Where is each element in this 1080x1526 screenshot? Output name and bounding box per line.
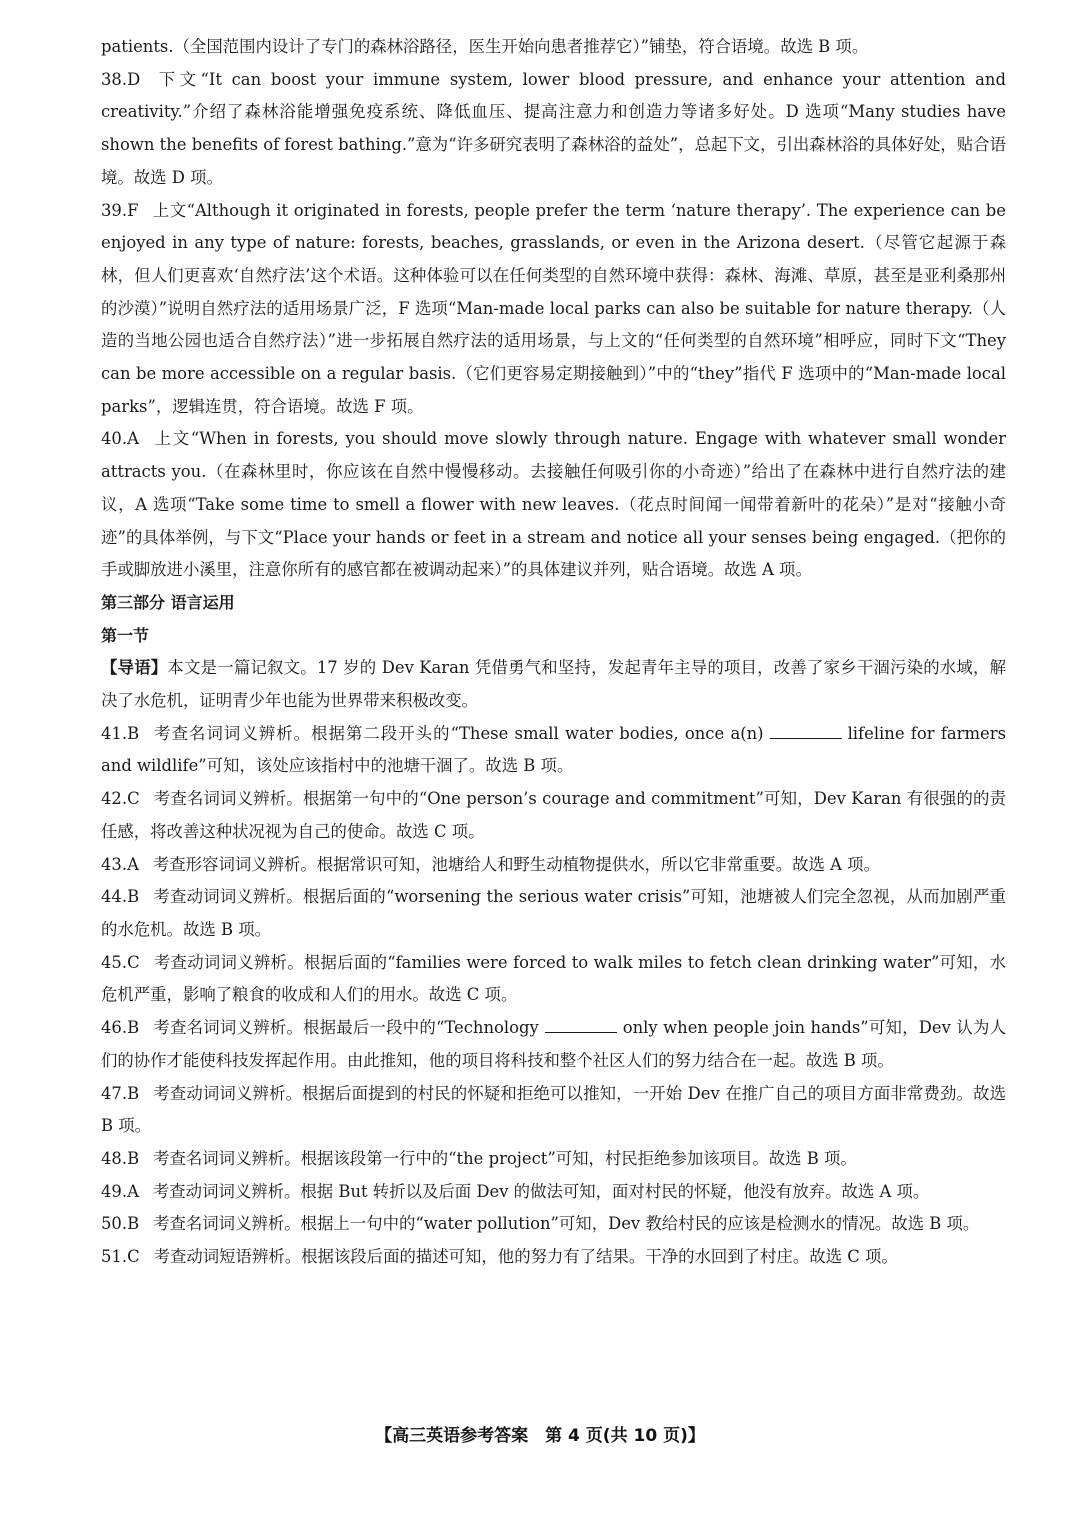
answer-text: 考查名词词义辨析。根据最后一段中的“Technology <box>153 1018 539 1038</box>
answer-key-page <box>101 31 1006 1274</box>
item-number: 38.D <box>101 69 141 89</box>
item-number: 39.F <box>101 200 139 220</box>
item-text: 上文“Although it originated in forests, people prefer the term ‘nature therapy’. The experience can be enjoyed in any type of nature: forests, beaches, grasslands, or even in the Arizona desert.（尽管它起源于森林，但人们更喜欢‘自然疗法’这个术语。这种体验可以在任何类型的自然环境中获得：森林、海滩、草原，甚至是亚利桑那州的沙漠）”说明自然疗法的适用场景广泛，F 选项“Man-made local parks can also be suitable for nature therapy.（人造的当地公园也适合自然疗法）”进一步拓展自然疗法的适用场景，与上文的“任何类型的自然环境”相呼应，同时下文“They can be more accessible on a regular basis.（它们更容易定期接触到）”中的“they”指代 F 选项中的“Man-made local parks”，逻辑连贯，符合语境。故选 F 项。 <box>101 200 1006 416</box>
answer-text-continued: lifeline for farmers and wildlife”可知，该处应该指村中的池塘干涸了。故选 B 项。 <box>101 723 1007 776</box>
answer-43 <box>101 849 1006 882</box>
answer-text: 考查动词词义辨析。根据后面的“worsening the serious water crisis”可知，池塘被人们完全忽视，从而加剧严重的水危机。故选 B 项。 <box>101 887 1006 939</box>
answer-50 <box>101 1208 1006 1241</box>
answer-text: 考查名词词义辨析。根据该段第一行中的“the project”可知，村民拒绝参加该项目。故选 B 项。 <box>153 1148 857 1168</box>
answer-48 <box>101 1143 1006 1176</box>
answer-number: 44.B <box>101 887 140 907</box>
answer-number: 48.B <box>101 1148 140 1168</box>
lead-text: 本文是一篇记叙文。17 岁的 Dev Karan 凭借勇气和坚持，发起青年主导的项目，改善了家乡干涸污染的水域，解决了水危机，证明青少年也能为世界带来积极改变。 <box>101 658 1006 711</box>
fill-blank <box>770 720 842 739</box>
answer-51 <box>101 1241 1006 1274</box>
lead-paragraph <box>101 652 1006 717</box>
item-text: 下文“It can boost your immune system, lower blood pressure, and enhance your attention and creativity.”介绍了森林浴能增强免疫系统、降低血压、提高注意力和创造力等诸多好处。D 选项“Many studies have shown the benefits of forest bathing.”意为“许多研究表明了森林浴的益处”，总起下文，引出森林浴的具体好处，贴合语境。故选 D 项。 <box>101 69 1006 187</box>
fill-blank <box>545 1014 617 1033</box>
answer-text: 考查动词词义辨析。根据后面提到的村民的怀疑和拒绝可以推知，一开始 Dev 在推广自己的项目方面非常费劲。故选 B 项。 <box>101 1083 1006 1136</box>
answer-text: 考查动词短语辨析。根据该段后面的描述可知，他的努力有了结果。干净的水回到了村庄。故选 C 项。 <box>153 1247 898 1267</box>
subsection-title: 第一节 <box>101 625 150 645</box>
answer-number: 47.B <box>101 1083 140 1103</box>
answer-number: 46.B <box>101 1018 140 1038</box>
lead-tag: 【导语】 <box>101 658 168 678</box>
answer-47 <box>101 1078 1006 1143</box>
item-number: 40.A <box>101 429 139 449</box>
answer-text: 考查动词词义辨析。根据后面的“families were forced to walk miles to fetch clean drinking water”可知，水危机严重，影响了粮食的收成和人们的用水。故选 C 项。 <box>101 952 1006 1005</box>
answer-text: 考查动词词义辨析。根据 But 转折以及后面 Dev 的做法可知，面对村民的怀疑，他没有放弃。故选 A 项。 <box>152 1181 930 1201</box>
section-title: 第三部分 语言运用 <box>101 592 235 612</box>
answer-45 <box>101 947 1006 1012</box>
answer-41 <box>101 718 1006 783</box>
answer-49 <box>101 1176 1006 1209</box>
item-38 <box>101 64 1006 195</box>
answer-number: 43.A <box>101 854 139 874</box>
answer-number: 42.C <box>101 789 140 809</box>
answer-number: 49.A <box>101 1181 139 1201</box>
answer-text: 考查名词词义辨析。根据第一句中的“One person’s courage and commitment”可知，Dev Karan 有很强的的责任感，将改善这种状况视为自己的使命。故选 C 项。 <box>101 789 1006 841</box>
answer-number: 41.B <box>101 723 140 743</box>
answer-text-continued: only when people join hands”可知，Dev 认为人们的协作才能使科技发挥起作用。由此推知，他的项目将科技和整个社区人们的努力结合在一起。故选 B 项。 <box>101 1018 1006 1070</box>
item-39 <box>101 195 1006 424</box>
item-40 <box>101 423 1006 587</box>
item-37-continuation <box>101 31 1006 64</box>
answer-42 <box>101 783 1006 848</box>
answer-number: 51.C <box>101 1247 140 1267</box>
answer-44 <box>101 881 1006 946</box>
answer-number: 45.C <box>101 952 140 972</box>
answer-text: 考查形容词词义辨析。根据常识可知，池塘给人和野生动植物提供水，所以它非常重要。故选 A 项。 <box>152 854 880 874</box>
item-text: 上文“When in forests, you should move slowly through nature. Engage with whatever small wonder attracts you.（在森林里时，你应该在自然中慢慢移动。去接触任何吸引你的小奇迹）”给出了在森林中进行自然疗法的建议，A 选项“Take some time to smell a flower with new leaves.（花点时间闻一闻带着新叶的花朵）”是对“接触小奇迹”的具体举例，与下文“Place your hands or feet in a stream and notice all your senses being engaged.（把你的手或脚放进小溪里，注意你所有的感官都在被调动起来）”的具体建议并列，贴合语境。故选 A 项。 <box>101 429 1006 580</box>
item-text: patients.（全国范围内设计了专门的森林浴路径，医生开始向患者推荐它）”铺垫，符合语境。故选 B 项。 <box>101 37 869 56</box>
answer-text: 考查名词词义辨析。根据上一句中的“water pollution”可知，Dev 教给村民的应该是检测水的情况。故选 B 项。 <box>153 1214 980 1234</box>
answer-number: 50.B <box>101 1214 140 1234</box>
answer-46 <box>101 1012 1006 1077</box>
page-footer: 【高三英语参考答案 第 4 页(共 10 页)】 <box>375 1426 705 1446</box>
answer-text: 考查名词词义辨析。根据第二段开头的“These small water bodies, once a(n) <box>153 723 764 743</box>
